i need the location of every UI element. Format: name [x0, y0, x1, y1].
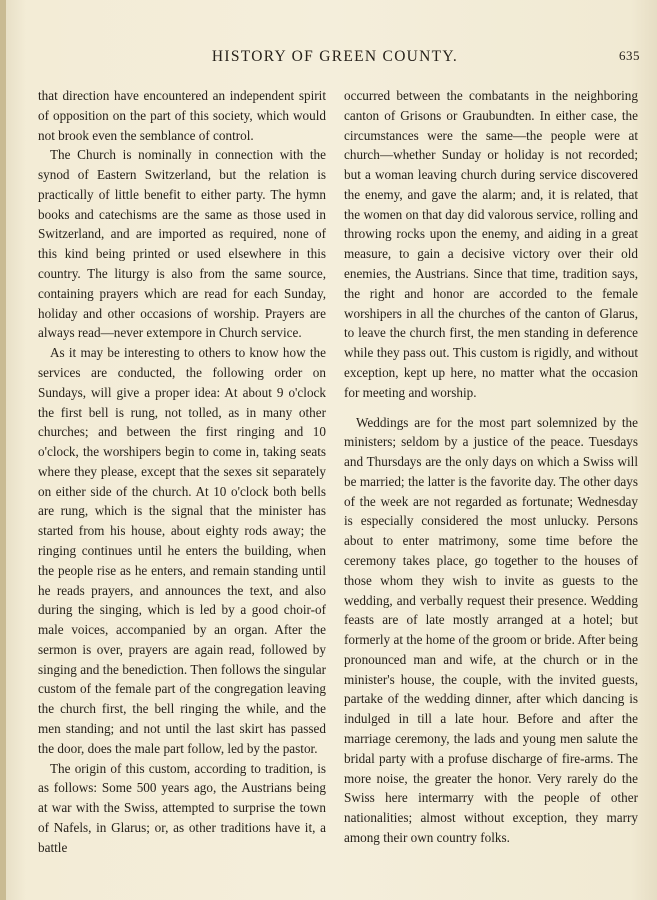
paragraph: As it may be interesting to others to know how the services are conducted, the following order on Sundays, will give a proper idea: At about 9 o'clock the first bell is rung, not tolled, as in many other churches; and between the first ringing and 10 o'clock, the worshipers begin to come in, taking seats where they please, except that the sexes sit separately on either side of the church. At 10 o'clock both bells are rung, which is the signal that the minister has started from his house, about eighty rods away; the ringing continues until he enters the building, when the people rise as he enters, and remain standing until he reads prayers, and announces the text, and also during the singing, which is led by a good choir-of male voices, accompanied by an organ. After the sermon is over, prayers are again read, followed by singing and the benediction. Then follows the singular custom of the female part of the congregation leaving the church first, the bell ringing the while, and the men standing; and not until the last skirt has passed the door, does the male part follow, led by the pastor. [38, 345, 326, 756]
paragraph: occurred between the combatants in the neighboring canton of Grisons or Graubundten. In either case, the circumstances were the same—the people were at church—whether Sunday or holiday is not recorded; but a woman leaving church during service discovered the enemy, and gave the alarm; and, it is related, that the women on that day did valorous service, rolling and throwing rocks upon the enemy, and aiding in a great measure, to gain a decisive victory over their old enemies, the Austrians. Since that time, tradition says, the right and honor are accorded to the female worshipers in all the churches of the canton of Glarus, to leave the church first, the men standing in deference while they pass out. This custom is rigidly, and without exception, kept up here, no matter what the occasion for meeting and worship. [344, 88, 638, 400]
paragraph: The Church is nominally in connection with the synod of Eastern Switzerland, but the relation is practically of little benefit to either party. The hymn books and catechisms are the same as those used in Switzerland, and are imported as required, none of this kind being printed or used elsewhere in this country. The liturgy is also from the same source, containing prayers which are read for each Sunday, holiday and other occasions of worship. Prayers are always read—never extempore in Church service. [38, 147, 326, 341]
left-column [38, 86, 326, 857]
paragraph: The origin of this custom, according to tradition, is as follows: Some 500 years ago, the Austrians being at war with the Swiss, attempted to surprise the town of Nafels, in Glarus; or, as other traditions have it, a battle [38, 760, 326, 855]
binding-edge [0, 0, 6, 900]
paragraph: that direction have encountered an independent spirit of opposition on the part of this society, which would not brook even the semblance of control. [38, 88, 326, 143]
running-title: HISTORY OF GREEN COUNTY. [211, 48, 459, 65]
page-header [30, 44, 640, 68]
page-number: 635 [619, 48, 640, 63]
column-divider [334, 86, 335, 886]
right-column [344, 86, 638, 848]
paragraph: Weddings are for the most part solemnized by the ministers; seldom by a justice of the peace. Tuesdays and Thursdays are the only days on which a Swiss will be married; the latter is the favorite day. The other days of the week are not regarded as fortunate; Wednesday is especially considered the most unlucky. Persons about to enter matrimony, some time before the ceremony takes place, go together to the houses of those whom they wish to invite as guests to the wedding, and verbally request their presence. Wedding feasts are of late mostly arranged at a hotel; but formerly at the home of the groom or bride. After being pronounced man and wife, at the church or in the minister's house, the couple, with the invited guests, partake of the wedding dinner, after which dancing is indulged in till a late hour. Before and after the marriage ceremony, the lads and young men salute the bridal party with a profuse discharge of fire-arms. The more noise, the greater the honor. Very rarely do the Swiss here intermarry with the people of other nationalities; almost without exception, they marry among their own country folks. [344, 414, 638, 845]
